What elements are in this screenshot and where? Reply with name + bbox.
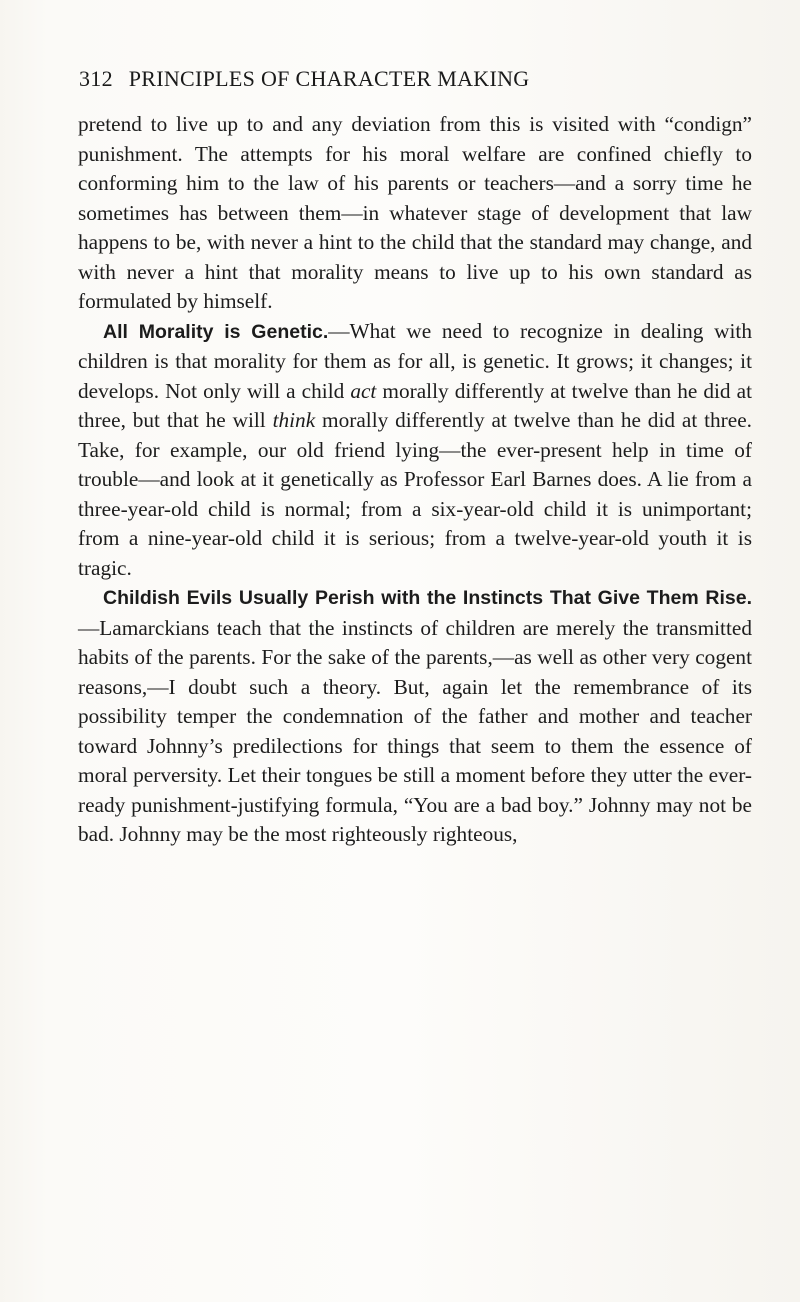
emphasis-act: act [350,378,377,403]
running-title: PRINCIPLES OF CHARACTER MAKING [128,66,530,91]
emphasis-think: think [272,408,316,432]
paragraph-text: —Lamarckians teach that the instincts of children are merely the transmitted habits of the parents. For the sake of the parents,—as well as other very cogent reasons,—I doubt such a theory. But, again let the remembrance of its possibility temper the condemnation of the father and mother and teacher toward Johnny’s predilections for things that seem to them the essence of moral perversity. Let their tongues be still a moment before they utter the ever-ready punishment-justifying formula, “You are a bad boy.” Johnny may not be bad. Johnny may be the most righteously righteous, [78,615,752,846]
page-body [78,110,752,850]
paragraph-text: morally differently at twelve than he did at three. Take, for example, our old friend lying—the ever-present help in time of trouble—and look at it genetically as Professor Earl Barnes does. A lie from a three-year-old child is normal; from a six-year-old child it is unimportant; from a nine-year-old child it is serious; from a twelve-year-old youth it is tragic. [78,408,752,580]
running-header [79,66,739,92]
paragraph-text: pretend to live up to and any deviation from this is visited with “condign” punishment. The attempts for his moral welfare are confined chiefly to conforming him to the law of his parents or teachers—and a sorry time he sometimes has between them—in whatever stage of development that law happens to be, with never a hint to the child that the standard may change, and with never a hint that morality means to live up to his own standard as formulated by himself. [78,112,752,313]
page-number: 312 [79,66,113,91]
paragraph-continuation [78,110,752,317]
paragraph-text: —What we need to recognize in dealing with children is that morality for them as for all, is genetic. It grows; it changes; it develops. Not only will a child [78,318,752,403]
paragraph-childish-evils [78,583,752,850]
section-heading-genetic: All Morality is Genetic. [103,320,329,343]
paragraph-genetic-morality [78,317,752,584]
paragraph-text: morally differently at twelve than he did at three, but that he will [78,378,752,432]
section-heading-childish-evils: Childish Evils Usually Perish with the Instincts That Give Them Rise. [103,587,752,609]
